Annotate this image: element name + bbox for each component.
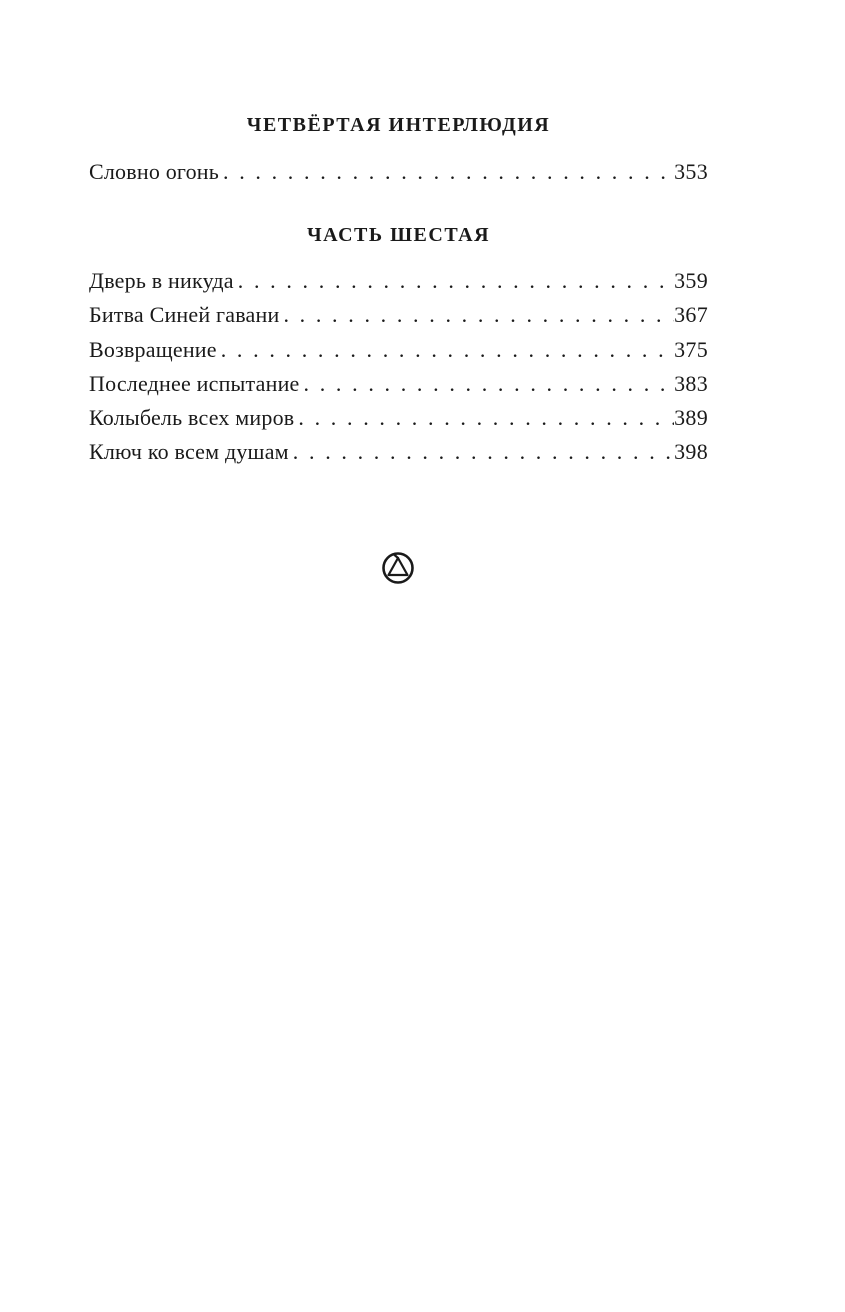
toc-entry[interactable] [89, 333, 708, 367]
toc-entry[interactable] [89, 155, 708, 189]
entry-page-number: 398 [674, 439, 708, 465]
entry-page-number: 389 [674, 405, 708, 431]
entry-title: Битва Синей гавани [89, 302, 280, 328]
dot-leader [234, 264, 674, 298]
dot-leader [300, 367, 675, 401]
section-title-interlude: ЧЕТВЁРТАЯ ИНТЕРЛЮДИЯ [246, 114, 551, 136]
dot-leader [279, 298, 674, 332]
dot-leader [219, 155, 674, 189]
dot-leader [289, 435, 674, 469]
entry-page-number: 375 [674, 336, 708, 362]
entry-page-number: 359 [674, 268, 708, 293]
entry-title: Словно огонь [89, 159, 219, 184]
publisher-logo-icon [381, 551, 415, 585]
entry-page-number: 383 [674, 370, 708, 396]
section-title-part-six: ЧАСТЬ ШЕСТАЯ [306, 224, 491, 246]
entry-title: Дверь в никуда [89, 268, 234, 293]
toc-entry[interactable] [89, 435, 708, 469]
toc-entry[interactable] [89, 367, 708, 401]
entry-title: Возвращение [89, 336, 217, 362]
part-six-entries [89, 264, 708, 470]
entry-page-number: 353 [674, 159, 708, 184]
dot-leader [217, 333, 674, 367]
toc-entry[interactable] [89, 401, 708, 435]
interlude-entries [89, 155, 708, 189]
entry-title: Колыбель всех миров [89, 405, 295, 431]
toc-entry[interactable] [89, 264, 708, 298]
toc-entry[interactable] [89, 298, 708, 332]
entry-page-number: 367 [674, 302, 708, 328]
dot-leader [294, 401, 674, 435]
entry-title: Последнее испытание [89, 370, 300, 396]
entry-title: Ключ ко всем душам [89, 439, 289, 465]
